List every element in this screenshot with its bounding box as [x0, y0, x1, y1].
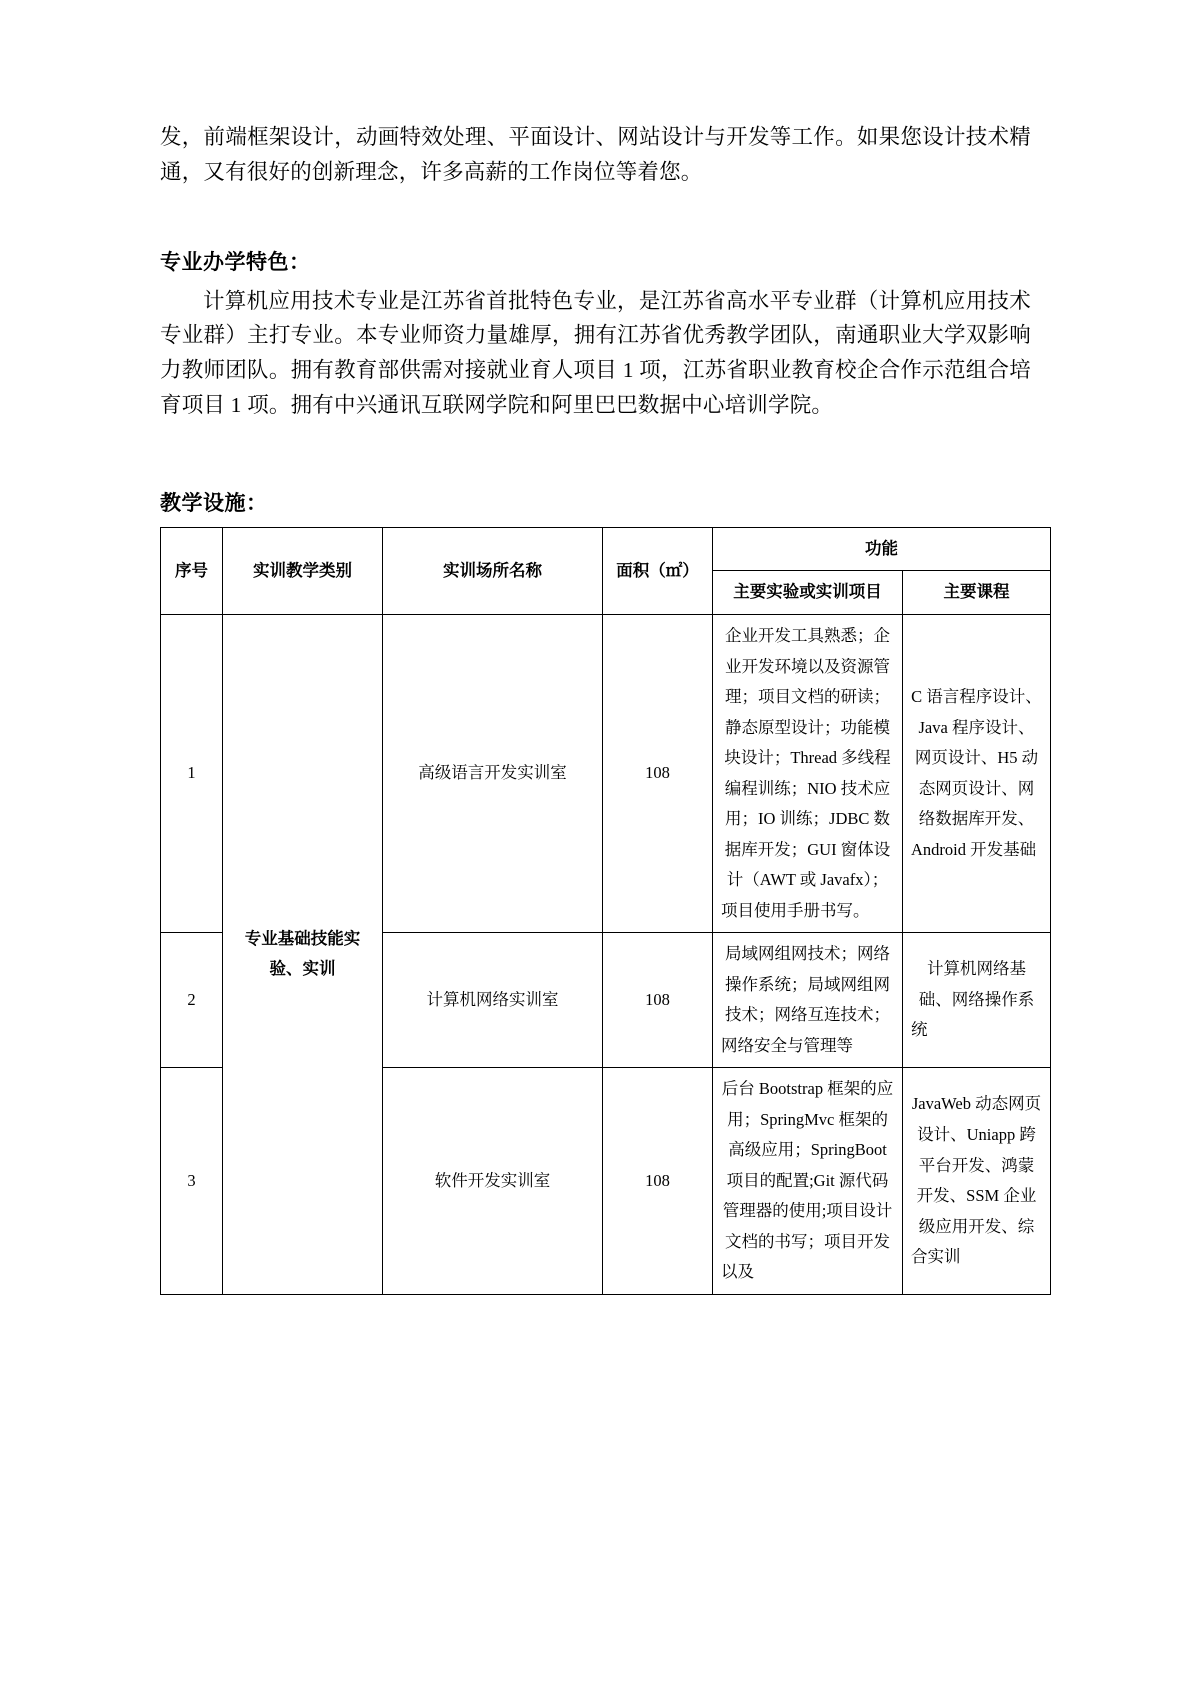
header-courses: 主要课程	[903, 571, 1051, 615]
cell-place: 高级语言开发实训室	[383, 615, 603, 933]
header-place: 实训场所名称	[383, 527, 603, 614]
facilities-table	[160, 527, 1051, 1295]
cell-place: 计算机网络实训室	[383, 933, 603, 1068]
spacer	[160, 423, 1031, 457]
intro-paragraph: 发，前端框架设计，动画特效处理、平面设计、网站设计与开发等工作。如果您设计技术精通，又有很好的创新理念，许多高薪的工作岗位等着您。	[160, 125, 1031, 184]
header-area: 面积（㎡）	[603, 527, 713, 614]
table-row	[161, 615, 1051, 933]
cell-category: 专业基础技能实验、实训	[223, 615, 383, 1295]
cell-projects: 局域网组网技术；网络操作系统；局域网组网技术；网络互连技术；网络安全与管理等	[713, 933, 903, 1068]
cell-place: 软件开发实训室	[383, 1068, 603, 1295]
cell-area: 108	[603, 933, 713, 1068]
cell-courses: 计算机网络基础、网络操作系统	[903, 933, 1051, 1068]
cell-seq: 1	[161, 615, 223, 933]
features-paragraph: 计算机应用技术专业是江苏省首批特色专业，是江苏省高水平专业群（计算机应用技术专业群）主打专业。本专业师资力量雄厚，拥有江苏省优秀教学团队，南通职业大学双影响力教师团队。拥有教育部供需对接就业育人项目 1 项，江苏省职业教育校企合作示范组合培育项目 1 项。拥有中兴通讯互联网学院和阿里巴巴数据中心培训学院。	[160, 288, 1031, 418]
section-title-features: 专业办学特色：	[160, 249, 311, 274]
cell-courses: C 语言程序设计、Java 程序设计、网页设计、H5 动态网页设计、网络数据库开发、Android 开发基础	[903, 615, 1051, 933]
cell-seq: 2	[161, 933, 223, 1068]
section-title-facilities: 教学设施：	[160, 490, 268, 515]
cell-seq: 3	[161, 1068, 223, 1295]
cell-projects: 企业开发工具熟悉；企业开发环境以及资源管理；项目文档的研读；静态原型设计；功能模块设计；Thread 多线程编程训练；NIO 技术应用；IO 训练；JDBC 数据库开发；GUI 窗体设计（AWT 或 Javafx）；项目使用手册书写。	[713, 615, 903, 933]
header-function: 功能	[713, 527, 1051, 571]
spacer	[160, 190, 1031, 216]
header-category: 实训教学类别	[223, 527, 383, 614]
table-header-row	[161, 527, 1051, 571]
cell-area: 108	[603, 1068, 713, 1295]
header-projects: 主要实验或实训项目	[713, 571, 903, 615]
cell-courses: JavaWeb 动态网页设计、Uniapp 跨平台开发、鸿蒙开发、SSM 企业级应用开发、综合实训	[903, 1068, 1051, 1295]
header-seq: 序号	[161, 527, 223, 614]
cell-area: 108	[603, 615, 713, 933]
cell-projects: 后台 Bootstrap 框架的应用；SpringMvc 框架的高级应用；SpringBoot 项目的配置;Git 源代码管理器的使用;项目设计文档的书写；项目开发以及	[713, 1068, 903, 1295]
